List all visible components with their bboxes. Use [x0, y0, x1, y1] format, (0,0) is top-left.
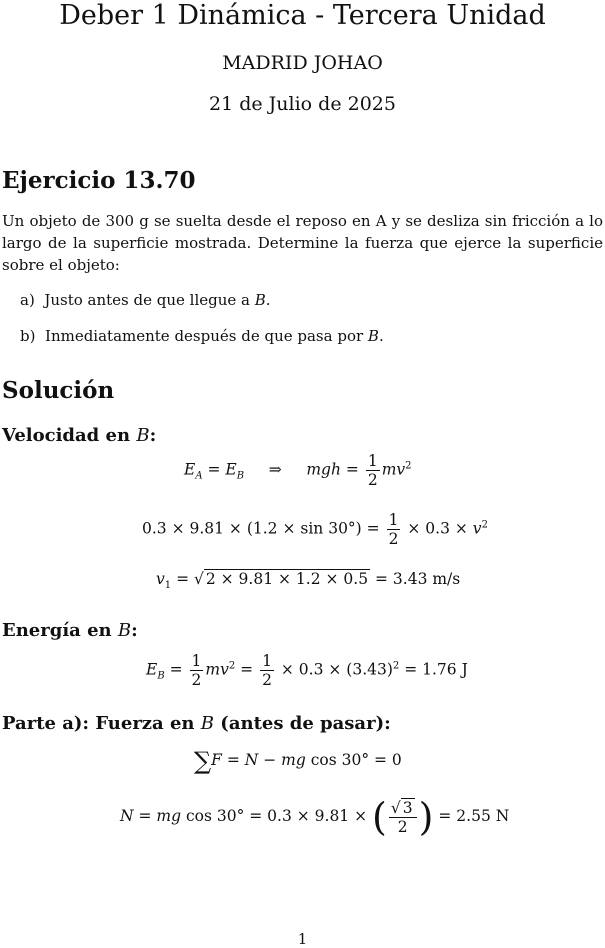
equation-substitution: 0.3 × 9.81 × (1.2 × sin 30°) = $\frac{1}{2}$ × $0.3 \times v^2$	[142, 511, 488, 548]
item-var: B	[254, 291, 266, 309]
equation-energy-conservation: $E_A = E_B$ ⇒ mgh = $\frac{1}{2}$ $mv^2$	[184, 452, 412, 489]
exercise-heading: Ejercicio 13.70	[2, 167, 196, 194]
document-date: 21 de Julio de 2025	[209, 93, 396, 115]
equation-velocity: $v_1$ = √ 2 × 9.81 × 1.2 × 0.5 = 3.43 m/s	[156, 570, 461, 592]
item-end: .	[265, 291, 271, 309]
statement-text: Un objeto de 300 g se suelta desde el reposo en A y se desliza sin fricción a lo largo de la superficie mostrada. Determine la fuerza que ejerce la superficie sobre el objeto:	[2, 212, 603, 274]
page-number: 1	[297, 930, 308, 948]
part-a-heading: Parte a): Fuerza en B (antes de pasar):	[2, 713, 391, 734]
document-title: Deber 1 Dinámica - Tercera Unidad	[59, 0, 546, 31]
item-text: Justo antes de que llegue a	[44, 291, 255, 309]
item-marker: b)	[20, 327, 36, 345]
item-var: B	[367, 327, 379, 345]
energy-heading: Energía en B:	[2, 620, 138, 641]
author-name: MADRID JOHAO	[222, 52, 383, 74]
equation-kinetic-energy: $E_B$ = $\frac{1}{2}$ $mv^2$ = $\frac{1}{2}$ × $0.3 \times (3.43)^2 = 1.76$ J	[146, 652, 468, 689]
equation-normal-force: N = mg cos 30° = 0.3 × 9.81 × ( $\frac{√ 3}{2}$ ) = 2.55 N	[120, 795, 510, 839]
equation-force-sum: ∑F = N − mg cos 30° = 0	[194, 747, 402, 775]
solution-heading: Solución	[2, 377, 115, 404]
velocity-heading: Velocidad en B:	[2, 425, 157, 446]
list-item-a	[20, 291, 271, 309]
item-end: .	[378, 327, 384, 345]
item-text: Inmediatamente después de que pasa por	[45, 327, 368, 345]
exercise-statement	[2, 210, 603, 276]
item-marker: a)	[20, 291, 35, 309]
list-item-b	[20, 327, 384, 345]
